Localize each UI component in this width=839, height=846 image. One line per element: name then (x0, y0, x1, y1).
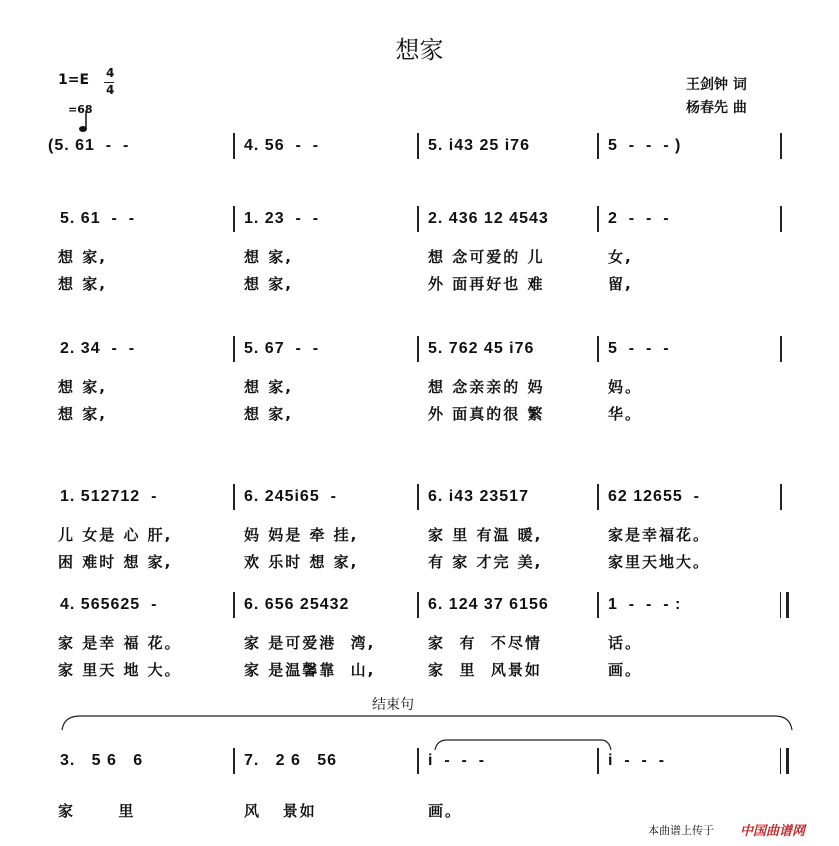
barline (780, 206, 782, 232)
lyric-verse-1: 想 家, (58, 378, 107, 396)
barline (597, 206, 599, 232)
measure-notes: 5. i43 25 i76 (428, 137, 530, 154)
time-signature-top: 4 (106, 66, 115, 80)
measure-notes: 2. 436 12 4543 (428, 210, 549, 227)
composer: 杨春先 曲 (686, 100, 747, 116)
lyric-verse-2: 想 家, (244, 275, 293, 293)
measure-notes: 5 - - - (608, 340, 670, 357)
lyric-verse-1: 妈 妈是 牵 挂, (244, 526, 359, 544)
lyric-verse-1: 想 家, (244, 378, 293, 396)
lyric-verse-2: 家里天地大。 (608, 553, 711, 571)
lyric-verse-2: 家 里 风景如 (428, 661, 542, 679)
lyric-verse-2: 留, (608, 275, 633, 293)
measure-notes: 6. 124 37 6156 (428, 596, 549, 613)
barline (417, 336, 419, 362)
barline (233, 748, 235, 774)
measure-notes: 2 - - - (608, 210, 670, 227)
measure-notes: 4. 565625 - (60, 596, 158, 613)
lyric-verse-2: 家 里天 地 大。 (58, 661, 182, 679)
lyric-verse-1: 想 念亲亲的 妈 (428, 378, 545, 396)
barline (417, 484, 419, 510)
ending-label: 结束句 (372, 697, 414, 713)
measure-notes: 2. 34 - - (60, 340, 136, 357)
barline (417, 133, 419, 159)
lyric-verse-1: 想 念可爱的 儿 (428, 248, 545, 266)
lyric-verse-2: 家 是温馨靠 山, (244, 661, 376, 679)
lyric-verse-1: 话。 (608, 634, 643, 652)
lyric-verse-1: 想 家, (58, 248, 107, 266)
barline (780, 484, 782, 510)
footer-text: 本曲谱上传于 (648, 824, 714, 837)
barline (597, 592, 599, 618)
ending-bracket (60, 710, 795, 732)
lyricist: 王剑钟 词 (686, 77, 747, 93)
lyric-verse-2: 想 家, (58, 405, 107, 423)
lyric-verse-1: 女, (608, 248, 633, 266)
final-barline (780, 748, 789, 774)
lyric-verse-1: 家 是幸 福 花。 (58, 634, 182, 652)
measure-notes: i - - - (608, 752, 666, 769)
lyric-verse-1: 家 是可爱港 湾, (244, 634, 376, 652)
measure-notes: i - - - (428, 752, 486, 769)
measure-notes: 6. 656 25432 (244, 596, 350, 613)
lyric-verse-2: 有 家 才完 美, (428, 553, 543, 571)
lyric-verse-1: 风 景如 (244, 802, 317, 820)
barline (233, 484, 235, 510)
measure-notes: 5. 67 - - (244, 340, 320, 357)
lyric-verse-1: 家是幸福花。 (608, 526, 711, 544)
barline (597, 133, 599, 159)
quarter-note-icon (58, 92, 66, 106)
lyric-verse-2: 画。 (608, 661, 643, 679)
lyric-verse-2: 想 家, (58, 275, 107, 293)
lyric-verse-1: 画。 (428, 802, 463, 820)
lyric-verse-2: 想 家, (244, 405, 293, 423)
lyric-verse-2: 华。 (608, 405, 643, 423)
lyric-verse-2: 外 面再好也 难 (428, 275, 545, 293)
tempo: =68 (68, 103, 93, 116)
barline (780, 336, 782, 362)
lyric-verse-1: 妈。 (608, 378, 643, 396)
measure-notes: 3. 5 6 6 (60, 752, 144, 769)
site-logo: 中国曲谱网 (740, 824, 806, 839)
barline (417, 748, 419, 774)
barline (233, 206, 235, 232)
lyric-verse-2: 困 难时 想 家, (58, 553, 173, 571)
measure-notes: 1. 512712 - (60, 488, 158, 505)
lyric-verse-2: 外 面真的很 繁 (428, 405, 545, 423)
barline (780, 133, 782, 159)
measure-notes: (5. 61 - - (48, 137, 130, 154)
lyric-verse-1: 儿 女是 心 肝, (58, 526, 173, 544)
measure-notes: 62 12655 - (608, 488, 700, 505)
measure-notes: 5. 61 - - (60, 210, 136, 227)
song-title: 想家 (395, 36, 444, 64)
lyric-verse-1: 家 有 不尽情 (428, 634, 542, 652)
key-signature: 1=E (58, 72, 90, 88)
time-signature-bottom: 4 (106, 83, 115, 97)
lyric-verse-1: 家 里 (58, 802, 136, 820)
barline (417, 206, 419, 232)
measure-notes: 6. 245i65 - (244, 488, 337, 505)
measure-notes: 7. 2 6 56 (244, 752, 338, 769)
lyric-verse-1: 想 家, (244, 248, 293, 266)
barline (233, 133, 235, 159)
barline (233, 592, 235, 618)
lyric-verse-1: 家 里 有温 暖, (428, 526, 543, 544)
barline (417, 592, 419, 618)
barline (597, 336, 599, 362)
measure-notes: 6. i43 23517 (428, 488, 529, 505)
measure-notes: 1 - - - : (608, 596, 682, 613)
measure-notes: 4. 56 - - (244, 137, 320, 154)
measure-notes: 5 - - - ) (608, 137, 682, 154)
barline (233, 336, 235, 362)
lyric-verse-2: 欢 乐时 想 家, (244, 553, 359, 571)
measure-notes: 1. 23 - - (244, 210, 320, 227)
barline (597, 484, 599, 510)
tie-arc (433, 738, 613, 752)
final-barline (780, 592, 789, 618)
measure-notes: 5. 762 45 i76 (428, 340, 535, 357)
